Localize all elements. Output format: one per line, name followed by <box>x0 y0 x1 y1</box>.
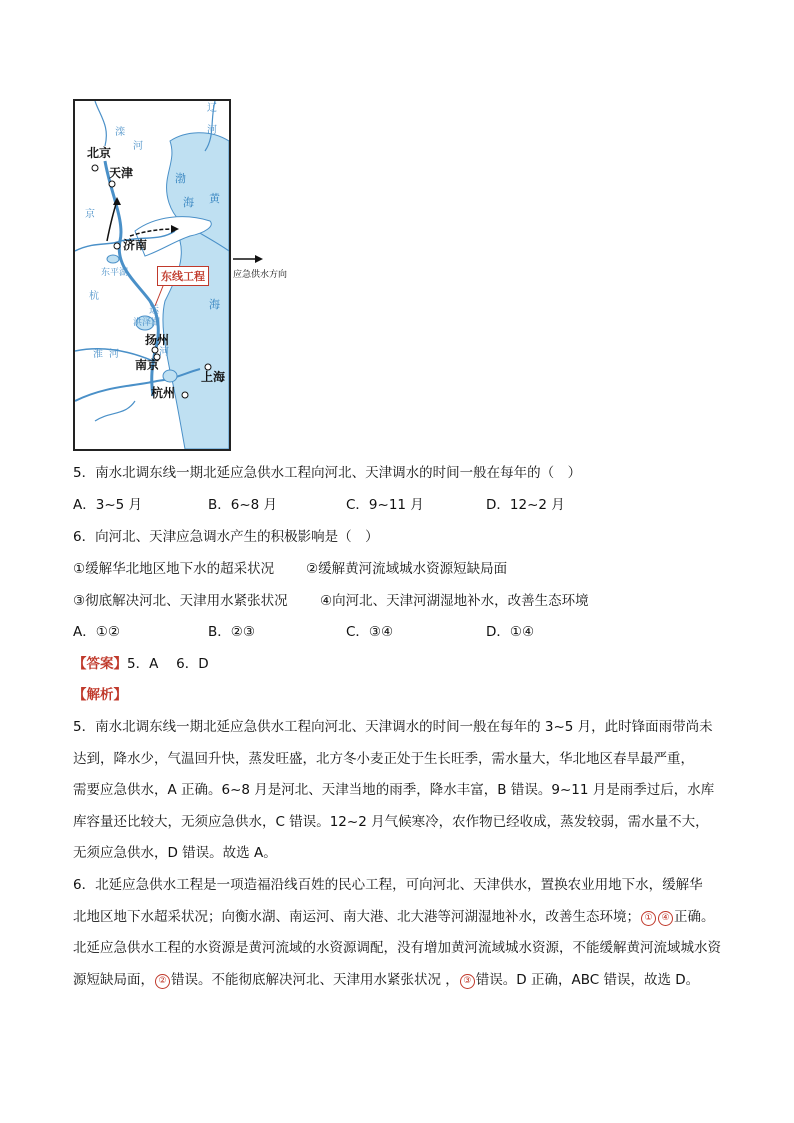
label-hongze-lake: 洪泽湖 <box>133 318 161 328</box>
supply-arrow-north <box>107 201 117 241</box>
label-luan-he: 河 <box>133 141 143 152</box>
city-shanghai: 上海 <box>201 370 226 384</box>
analysis-label: 【解析】 <box>73 687 127 703</box>
analysis-6-line-1: 6．北延应急供水工程是一项造福沿线百姓的民心工程，可向河北、天津供水，置换农业用地下水，缓解华 <box>73 877 703 893</box>
south-river <box>95 401 135 421</box>
q6-statement-4: ④向河北、天津河湖湿地补水，改善生态环境 <box>320 593 589 609</box>
analysis-5-line-3: 需要应急供水，A 正确。6~8 月是河北、天津当地的雨季，降水丰富，B 错误。9~11 月是雨季过后，水库 <box>73 782 715 798</box>
legend-label: 应急供水方向 <box>233 270 288 280</box>
analysis-6-line-2-text: 北地区地下水超采状况；向衡水湖、南运河、南大港、北大港等河湖湿地补水，改善生态环境； <box>73 909 640 925</box>
q5-option-d: D．12~2 月 <box>486 497 565 513</box>
yellow-sea <box>163 221 229 449</box>
label-luan: 滦 <box>115 127 125 138</box>
city-hangzhou: 杭州 <box>151 386 176 400</box>
tai-lake <box>163 370 177 382</box>
label-dongping-lake: 东平湖 <box>101 268 129 278</box>
q6-option-b: B．②③ <box>208 624 255 640</box>
analysis-5-line-5: 无须应急供水，D 错误。故选 A。 <box>73 845 277 861</box>
label-liao-he: 河 <box>207 125 217 136</box>
analysis-6-line-4-a: 源短缺局面， <box>73 972 154 988</box>
analysis-6-line-2 <box>73 907 715 927</box>
city-yangzhou: 扬州 <box>145 333 170 347</box>
analysis-5-line-4: 库容量还比较大，无须应急供水，C 错误。12~2 月气候寒冷，农作物已经收成，蒸发较弱，需水量不大， <box>73 814 709 830</box>
luan-river <box>95 101 106 146</box>
q6-option-d: D．①④ <box>486 624 535 640</box>
answer-line <box>73 654 209 674</box>
analysis-6-line-2-end: 正确。 <box>674 909 715 925</box>
analysis-label-line <box>73 685 127 705</box>
q5-stem: 5．南水北调东线一期北延应急供水工程向河北、天津调水的时间一般在每年的（ ） <box>73 465 582 481</box>
q6-option-a: A．①② <box>73 624 120 640</box>
analysis-6-line-3: 北延应急供水工程的水资源是黄河流域的水资源调配，没有增加黄河流域城水资源，不能缓解黄河流域城水资 <box>73 940 721 956</box>
answer-value: 5．A 6．D <box>127 656 209 672</box>
mark-circle-3: ③ <box>460 974 475 989</box>
label-hang: 杭 <box>89 291 99 302</box>
label-bohai: 海 <box>183 196 194 209</box>
q6-statement-2: ②缓解黄河流域城水资源短缺局面 <box>306 561 508 577</box>
label-yun-he: 河 <box>159 347 169 358</box>
label-yun: 运 <box>149 305 159 316</box>
q5-option-a: A．3~5 月 <box>73 497 143 513</box>
label-huai-he: 河 <box>109 349 119 360</box>
analysis-5-line-1: 5．南水北调东线一期北延应急供水工程向河北、天津调水的时间一般在每年的 3~5 月，此时锋面雨带尚未 <box>73 719 713 735</box>
mark-circle-2: ② <box>155 974 170 989</box>
label-jing: 京 <box>85 209 95 220</box>
city-beijing: 北京 <box>87 146 112 160</box>
analysis-6-line-4-d: 错误。D 正确，ABC 错误，故选 D。 <box>475 972 700 988</box>
q5-option-b: B．6~8 月 <box>208 497 278 513</box>
answer-label: 【答案】 <box>73 656 127 672</box>
mark-circle-4: ④ <box>658 911 673 926</box>
city-tianjin: 天津 <box>109 166 134 180</box>
q6-statement-1: ①缓解华北地区地下水的超采状况 <box>73 561 275 577</box>
mark-circle-1: ① <box>641 911 656 926</box>
label-bo: 渤 <box>175 172 186 185</box>
city-jinan: 济南 <box>123 238 148 252</box>
q6-statement-3: ③彻底解决河北、天津用水紧张状况 <box>73 593 288 609</box>
dongping-lake <box>107 255 119 263</box>
q5-option-c: C．9~11 月 <box>346 497 424 513</box>
label-huai: 淮 <box>93 349 103 360</box>
east-route-callout: 东线工程 <box>157 266 209 286</box>
q6-option-c: C．③④ <box>346 624 394 640</box>
analysis-6-line-4-b: 错误。不能彻底解决河北、天津用水紧张状况 ， <box>171 972 459 988</box>
label-liao: 辽 <box>207 103 217 114</box>
analysis-6-line-4 <box>73 970 699 990</box>
city-nanjing: 南京 <box>135 358 160 372</box>
legend-arrow-icon <box>233 254 263 264</box>
analysis-5-line-2: 达到，降水少，气温回升快，蒸发旺盛，北方冬小麦正处于生长旺季，需水量大，华北地区春旱最严重， <box>73 751 694 767</box>
q6-stem: 6．向河北、天津应急调水产生的积极影响是（ ） <box>73 529 379 545</box>
label-huang: 黄 <box>209 192 220 205</box>
label-huanghai: 海 <box>209 298 220 311</box>
